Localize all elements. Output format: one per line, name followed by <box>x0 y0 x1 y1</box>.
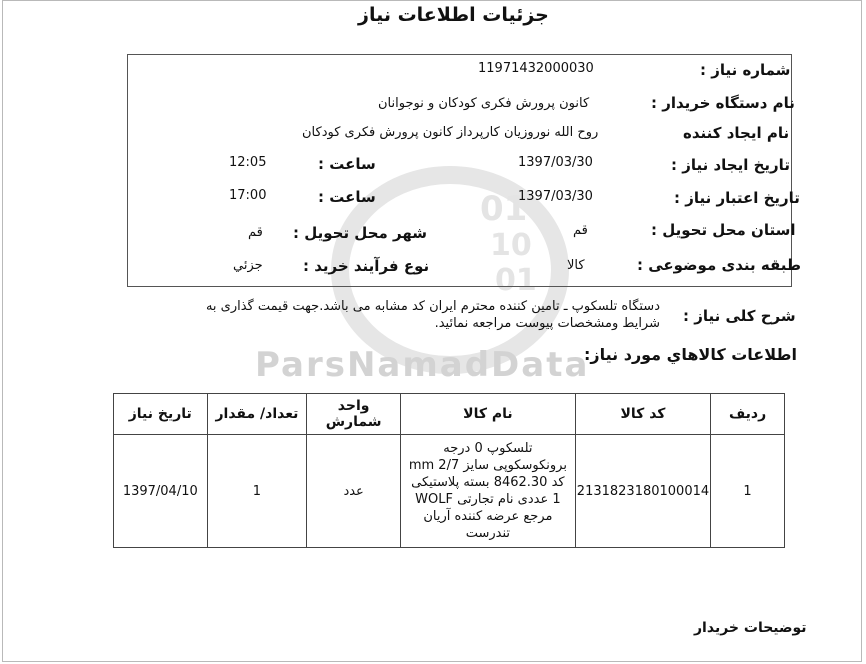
valid-time-value: 17:00 <box>229 188 267 203</box>
col-header-unit: واحد شمارش <box>307 394 401 435</box>
valid-time-label: ساعت : <box>318 188 376 206</box>
col-header-name: نام کالا <box>401 394 576 435</box>
goods-table <box>113 393 785 548</box>
created-time-label: ساعت : <box>318 155 376 173</box>
category-label: طبقه بندی موضوعی : <box>637 256 801 274</box>
valid-date-label: تاریخ اعتبار نیاز : <box>674 189 800 207</box>
city-value: قم <box>248 225 263 240</box>
need-number-label: شماره نیاز : <box>700 61 791 79</box>
col-header-index: رديف <box>711 394 785 435</box>
description-label: شرح کلی نیاز : <box>683 307 796 325</box>
svg-text:01: 01 <box>480 189 528 229</box>
cell-qty: 1 <box>207 435 307 548</box>
description-text: دستگاه تلسکوپ ـ تامین کننده محترم ایران کد مشابه می باشد.جهت قیمت گذاری به شرایط ومشخصات پیوست مراجعه نمائید. <box>205 299 660 331</box>
creator-value: روح الله نوروزیان کارپرداز کانون پرورش فکری کودکان <box>302 125 599 140</box>
svg-text:10: 10 <box>490 228 532 263</box>
city-label: شهر محل تحویل : <box>293 224 428 242</box>
province-value: قم <box>573 223 588 238</box>
created-date-value: 1397/03/30 <box>518 155 593 170</box>
created-date-label: تاریخ ایجاد نیاز : <box>671 156 790 174</box>
table-row <box>114 435 785 548</box>
buyer-label: نام دستگاه خریدار : <box>651 94 795 112</box>
col-header-date: تاريخ نياز <box>114 394 208 435</box>
category-value: کالا <box>567 258 585 273</box>
buyer-value: کانون پرورش فکری کودکان و نوجوانان <box>378 96 590 111</box>
buyer-notes-label: توضیحات خریدار <box>694 620 807 636</box>
watermark-text: ParsNamadData <box>255 345 590 385</box>
svg-text:01: 01 <box>495 263 537 298</box>
cell-date: 1397/04/10 <box>114 435 208 548</box>
goods-header-row <box>114 394 785 435</box>
cell-unit: عدد <box>307 435 401 548</box>
cell-name: تلسکوپ 0 درجه برونکوسکوپی سایز 2/7 mm کد 8462.30 بسته پلاستیکی 1 عددی نام تجارتی WOLF مرجع عرضه کننده آریان تندرست <box>401 435 576 548</box>
need-number-value: 11971432000030 <box>478 61 594 76</box>
province-label: استان محل تحویل : <box>651 221 796 239</box>
cell-code: 2131823180100014 <box>575 435 710 548</box>
process-value: جزئي <box>233 258 263 273</box>
goods-section-title: اطلاعات کالاهاي مورد نياز: <box>584 345 797 364</box>
valid-date-value: 1397/03/30 <box>518 189 593 204</box>
process-label: نوع فرآیند خرید : <box>303 257 430 275</box>
cell-index: 1 <box>711 435 785 548</box>
col-header-code: کد کالا <box>575 394 710 435</box>
created-time-value: 12:05 <box>229 155 267 170</box>
creator-label: نام ایجاد کننده <box>683 124 790 142</box>
col-header-qty: تعداد/ مقدار <box>207 394 307 435</box>
